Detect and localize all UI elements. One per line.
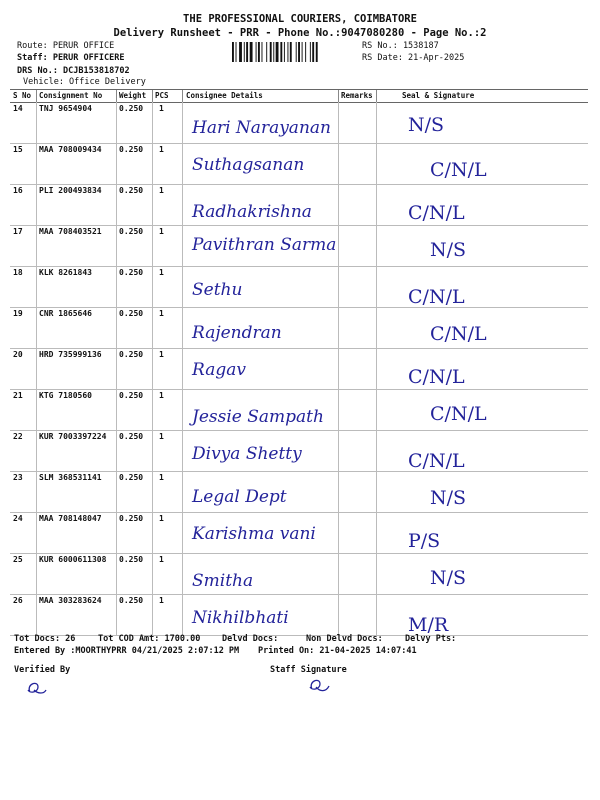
seal-signature-text: C/N/L (430, 159, 487, 181)
consignee-handwritten-name: Jessie Sampath (192, 407, 324, 427)
pieces-count: 1 (159, 227, 164, 236)
table-row (10, 430, 588, 472)
consignment-number: MAA 708009434 (39, 145, 102, 154)
barcode-image (232, 42, 356, 62)
weight-value: 0.250 (119, 145, 144, 154)
non-delivered-docs: Non Delvd Docs: (306, 634, 383, 644)
seal-signature-text: M/R (408, 614, 449, 636)
weight-value: 0.250 (119, 432, 144, 441)
consignment-number: KLK 8261843 (39, 268, 92, 277)
serial-number: 15 (13, 145, 23, 154)
pieces-count: 1 (159, 473, 164, 482)
weight-value: 0.250 (119, 268, 144, 277)
table-row (10, 594, 588, 636)
consignee-handwritten-name: Pavithran Sarma (192, 235, 337, 255)
company-title: THE PROFESSIONAL COURIERS, COIMBATORE (183, 13, 417, 25)
consignee-handwritten-name: Legal Dept (192, 487, 287, 507)
consignment-number: MAA 708403521 (39, 227, 102, 236)
table-row (10, 348, 588, 390)
consignee-handwritten-name: Nikhilbhati (192, 608, 289, 628)
rs-date: RS Date: 21-Apr-2025 (362, 53, 465, 63)
consignee-handwritten-name: Suthagsanan (192, 155, 305, 175)
serial-number: 16 (13, 186, 23, 195)
serial-number: 17 (13, 227, 23, 236)
weight-value: 0.250 (119, 514, 144, 523)
col-pcs: PCS (155, 91, 169, 100)
serial-number: 21 (13, 391, 23, 400)
printed-on: Printed On: 21-04-2025 14:07:41 (258, 646, 417, 656)
serial-number: 25 (13, 555, 23, 564)
total-docs: Tot Docs: 26 (14, 634, 76, 644)
pieces-count: 1 (159, 145, 164, 154)
vehicle-label: Vehicle: Office Delivery (23, 77, 146, 87)
weight-value: 0.250 (119, 473, 144, 482)
consignee-handwritten-name: Smitha (192, 571, 254, 591)
seal-signature-text: N/S (430, 567, 467, 589)
consignment-number: KUR 7003397224 (39, 432, 107, 441)
weight-value: 0.250 (119, 555, 144, 564)
pieces-count: 1 (159, 350, 164, 359)
weight-value: 0.250 (119, 186, 144, 195)
weight-value: 0.250 (119, 350, 144, 359)
consignment-number: MAA 708148047 (39, 514, 102, 523)
consignment-number: CNR 1865646 (39, 309, 92, 318)
pieces-count: 1 (159, 104, 164, 113)
consignee-handwritten-name: Divya Shetty (192, 444, 302, 464)
drs-number: DRS No.: DCJB153818702 (17, 66, 130, 76)
table-row (10, 553, 588, 595)
consignment-number: MAA 303283624 (39, 596, 102, 605)
pieces-count: 1 (159, 596, 164, 605)
col-seal: Seal & Signature (402, 91, 475, 100)
consignment-number: TNJ 9654904 (39, 104, 92, 113)
serial-number: 18 (13, 268, 23, 277)
serial-number: 26 (13, 596, 23, 605)
col-consignment: Consignment No (39, 91, 103, 100)
table-header (10, 89, 588, 103)
seal-signature-text: C/N/L (408, 450, 465, 472)
table-row (10, 471, 588, 513)
entered-by: Entered By :MOORTHYPRR 04/21/2025 2:07:12 PM (14, 646, 240, 656)
consignment-number: SLM 368531141 (39, 473, 102, 482)
weight-value: 0.250 (119, 596, 144, 605)
total-cod-amount: Tot COD Amt: 1700.00 (98, 634, 201, 644)
table-row (10, 102, 588, 144)
pieces-count: 1 (159, 186, 164, 195)
seal-signature-text: C/N/L (430, 403, 487, 425)
pieces-count: 1 (159, 391, 164, 400)
rs-number: RS No.: 1538187 (362, 41, 439, 51)
consignment-number: HRD 735999136 (39, 350, 102, 359)
route-label: Route: PERUR OFFICE (17, 41, 115, 51)
serial-number: 24 (13, 514, 23, 523)
staff-label: Staff: PERUR OFFICERE (17, 53, 125, 63)
col-consignee: Consignee Details (186, 91, 263, 100)
weight-value: 0.250 (119, 391, 144, 400)
seal-signature-text: N/S (430, 487, 467, 509)
col-sno: S No (13, 91, 32, 100)
consignee-handwritten-name: Sethu (192, 280, 243, 300)
seal-signature-text: C/N/L (430, 323, 487, 345)
seal-signature-text: C/N/L (408, 202, 465, 224)
seal-signature-text: P/S (408, 530, 441, 552)
weight-value: 0.250 (119, 309, 144, 318)
serial-number: 23 (13, 473, 23, 482)
consignee-handwritten-name: Ragav (192, 360, 246, 380)
pieces-count: 1 (159, 432, 164, 441)
seal-signature-text: C/N/L (408, 286, 465, 308)
serial-number: 14 (13, 104, 23, 113)
pieces-count: 1 (159, 514, 164, 523)
table-row (10, 225, 588, 267)
verifier-signature-mark (24, 678, 50, 698)
seal-signature-text: C/N/L (408, 366, 465, 388)
consignment-number: PLI 200493834 (39, 186, 102, 195)
table-row (10, 266, 588, 308)
table-row (10, 184, 588, 226)
col-weight: Weight (119, 91, 147, 100)
consignee-handwritten-name: Radhakrishna (192, 202, 312, 222)
pieces-count: 1 (159, 555, 164, 564)
staff-signature-label: Staff Signature (270, 665, 347, 675)
consignment-number: KUR 6000611308 (39, 555, 107, 564)
runsheet-subtitle: Delivery Runsheet - PRR - Phone No.:9047080280 - Page No.:2 (113, 27, 487, 39)
consignee-handwritten-name: Karishma vani (192, 524, 316, 544)
delivered-docs: Delvd Docs: (222, 634, 279, 644)
table-row (10, 143, 588, 185)
consignment-number: KTG 7180560 (39, 391, 92, 400)
table-row (10, 307, 588, 349)
consignee-handwritten-name: Hari Narayanan (192, 118, 331, 138)
delivery-points: Delvy Pts: (405, 634, 457, 644)
serial-number: 20 (13, 350, 23, 359)
table-row (10, 389, 588, 431)
consignee-handwritten-name: Rajendran (192, 323, 282, 343)
weight-value: 0.250 (119, 227, 144, 236)
table-row (10, 512, 588, 554)
pieces-count: 1 (159, 268, 164, 277)
staff-signature-mark (305, 676, 333, 696)
weight-value: 0.250 (119, 104, 144, 113)
seal-signature-text: N/S (408, 114, 445, 136)
pieces-count: 1 (159, 309, 164, 318)
col-remarks: Remarks (341, 91, 373, 100)
verified-by-label: Verified By (14, 665, 71, 675)
serial-number: 22 (13, 432, 23, 441)
seal-signature-text: N/S (430, 239, 467, 261)
serial-number: 19 (13, 309, 23, 318)
